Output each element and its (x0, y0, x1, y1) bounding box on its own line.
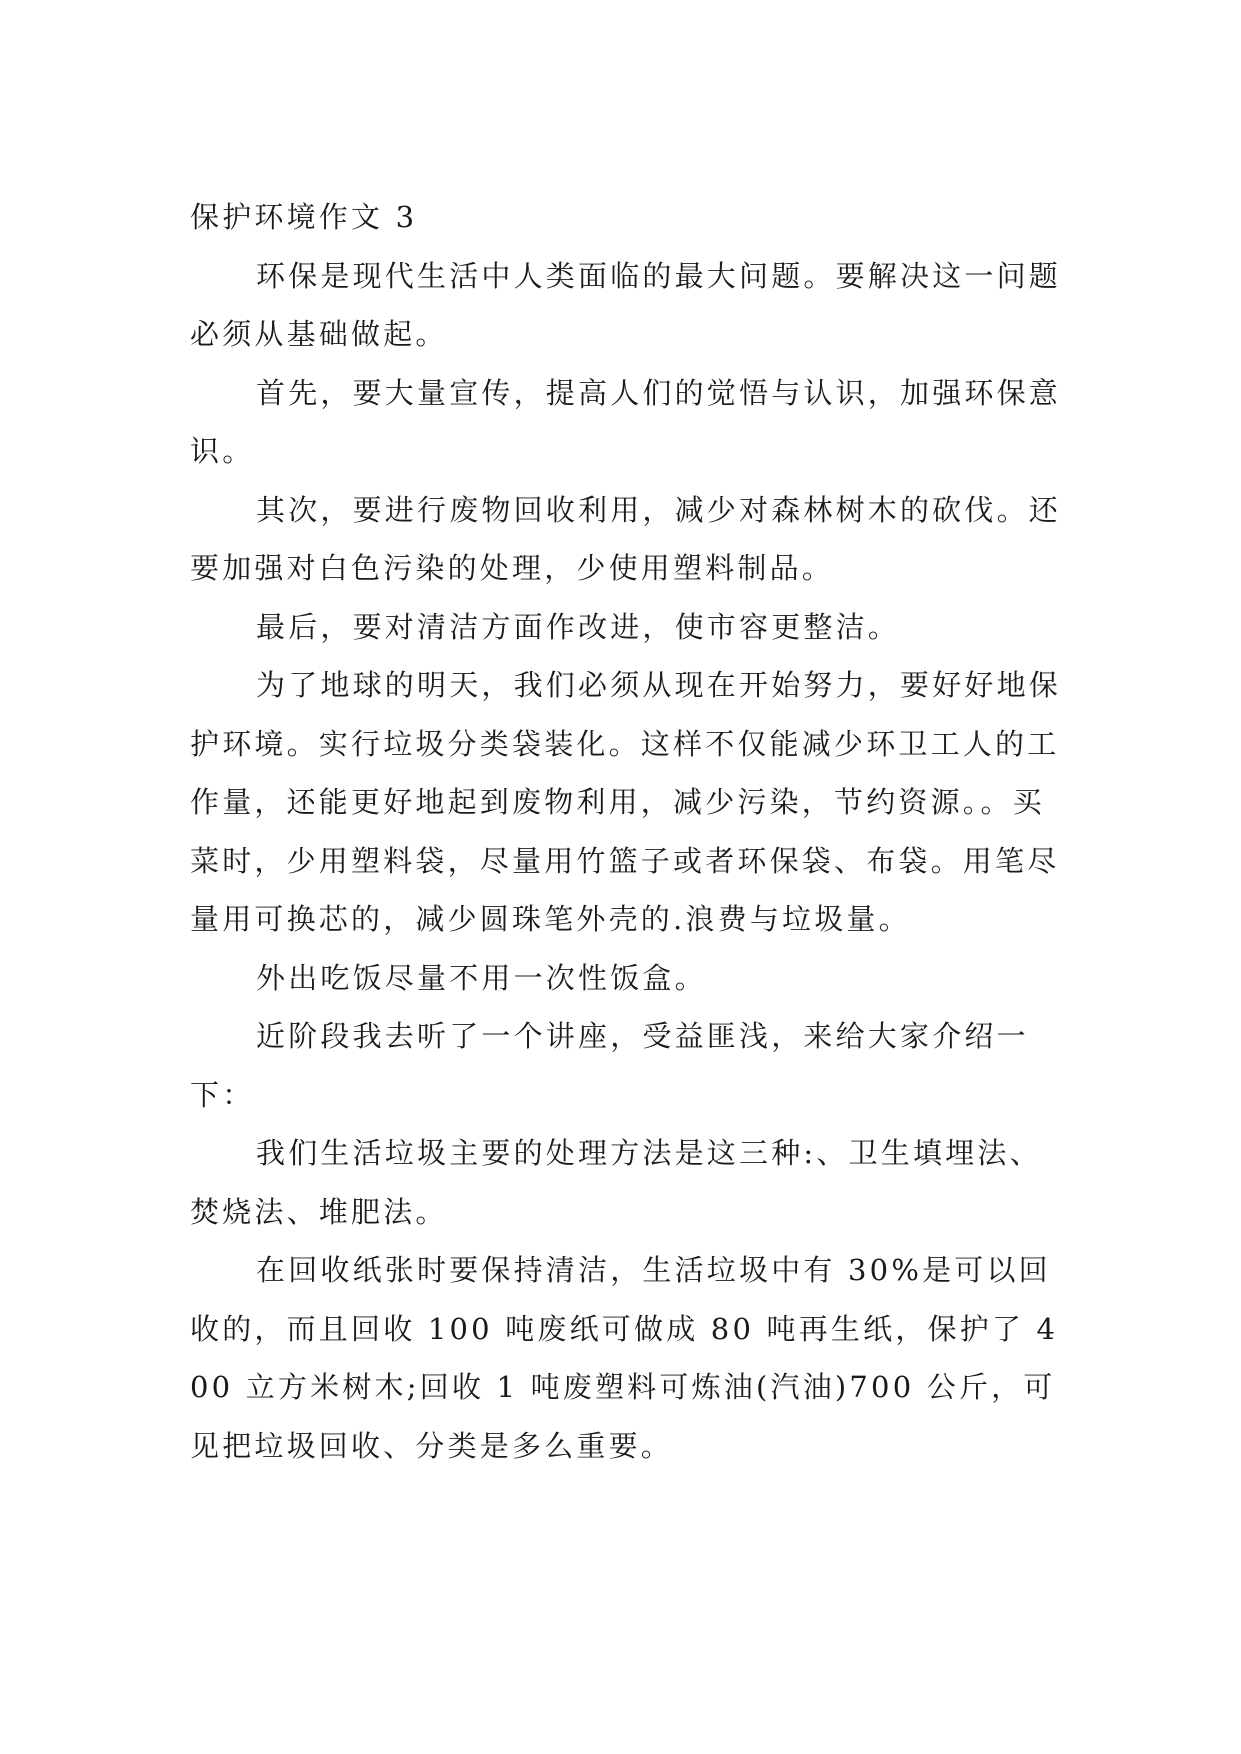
paragraph-5: 为了地球的明天，我们必须从现在开始努力，要好好地保护环境。实行垃圾分类袋装化。这样不仅能减少环卫工人的工作量，还能更好地起到废物利用，减少污染，节约资源。。买菜时，少用塑料袋，尽量用竹篮子或者环保袋、布袋。用笔尽量用可换芯的，减少圆珠笔外壳的.浪费与垃圾量。 (190, 668, 1062, 936)
paragraph-4: 最后，要对清洁方面作改进，使市容更整洁。 (256, 609, 901, 644)
paragraph-7: 近阶段我去听了一个讲座，受益匪浅，来给大家介绍一下： (190, 1019, 1029, 1112)
paragraph-6: 外出吃饭尽量不用一次性饭盒。 (256, 960, 707, 995)
paragraph-9: 在回收纸张时要保持清洁，生活垃圾中有 30%是可以回收的，而且回收 100 吨废纸可做成 80 吨再生纸，保护了 400 立方米树木;回收 1 吨废塑料可炼油(汽油)700 公斤，可见把垃圾回收、分类是多么重要。 (190, 1253, 1059, 1463)
paragraph-2: 首先，要大量宣传，提高人们的觉悟与认识，加强环保意识。 (190, 375, 1062, 468)
paragraph-1: 环保是现代生活中人类面临的最大问题。要解决这一问题必须从基础做起。 (190, 258, 1062, 351)
paragraph-8: 我们生活垃圾主要的处理方法是这三种:、卫生填埋法、焚烧法、堆肥法。 (190, 1136, 1042, 1229)
document-body (190, 188, 1070, 1475)
paragraph-3: 其次，要进行废物回收利用，减少对森林树木的砍伐。还要加强对白色污染的处理，少使用塑料制品。 (190, 492, 1062, 585)
document-title: 保护环境作文 3 (190, 200, 418, 234)
